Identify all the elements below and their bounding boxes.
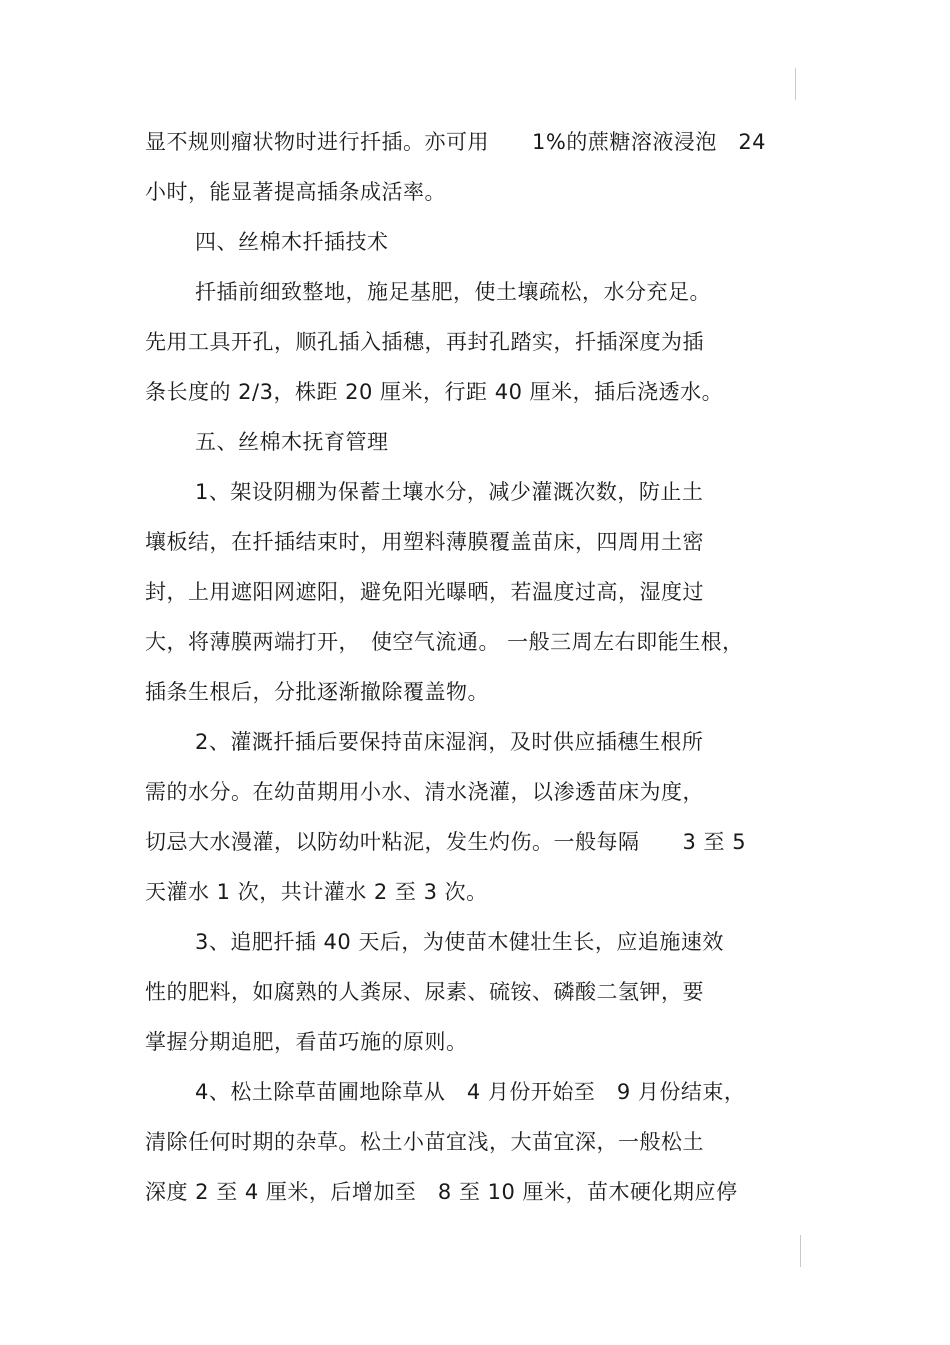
- text-line: 封，上用遮阳网遮阳，避免阳光曝晒，若温度过高，湿度过: [145, 580, 704, 604]
- text-line: 性的肥料，如腐熟的人粪尿、尿素、硫铵、磷酸二氢钾，要: [145, 980, 704, 1004]
- text-line: 壤板结，在扦插结束时，用塑料薄膜覆盖苗床，四周用土密: [145, 530, 704, 554]
- section-heading: 四、丝棉木扦插技术: [195, 230, 389, 254]
- text-line: 深度 2 至 4 厘米，后增加至 8 至 10 厘米，苗木硬化期应停: [145, 1180, 738, 1204]
- text-line: 4、松土除草苗圃地除草从 4 月份开始至 9 月份结束，: [195, 1080, 746, 1104]
- text-line: 插条生根后，分批逐渐撤除覆盖物。: [145, 680, 489, 704]
- text-line: 天灌水 1 次，共计灌水 2 至 3 次。: [145, 880, 488, 904]
- text-line: 扦插前细致整地，施足基肥，使土壤疏松，水分充足。: [195, 280, 711, 304]
- text-line: 显不规则瘤状物时进行扦插。亦可用 1%的蔗糖溶液浸泡 24: [145, 130, 767, 154]
- text-line: 小时，能显著提高插条成活率。: [145, 180, 446, 204]
- text-line: 2、灌溉扦插后要保持苗床湿润，及时供应插穗生根所: [195, 730, 704, 754]
- text-line: 条长度的 2/3，株距 20 厘米，行距 40 厘米，插后浇透水。: [145, 380, 724, 404]
- text-line: 掌握分期追肥，看苗巧施的原则。: [145, 1030, 468, 1054]
- text-line: 清除任何时期的杂草。松土小苗宜浅，大苗宜深，一般松土: [145, 1130, 704, 1154]
- page-edge-mark-top: [795, 68, 796, 100]
- text-line: 需的水分。在幼苗期用小水、清水浇灌，以渗透苗床为度，: [145, 780, 704, 804]
- text-line: 1、架设阴棚为保蓄土壤水分，减少灌溉次数，防止土: [195, 480, 704, 504]
- text-line: 切忌大水漫灌，以防幼叶粘泥，发生灼伤。一般每隔 3 至 5: [145, 830, 747, 854]
- text-line: 3、追肥扦插 40 天后，为使苗木健壮生长，应追施速效: [195, 930, 724, 954]
- text-line: 先用工具开孔，顺孔插入插穗，再封孔踏实，扦插深度为插: [145, 330, 704, 354]
- text-line: 大，将薄膜两端打开， 使空气流通。 一般三周左右即能生根，: [145, 630, 744, 654]
- section-heading: 五、丝棉木抚育管理: [195, 430, 389, 454]
- page-edge-mark-bottom: [800, 1235, 801, 1267]
